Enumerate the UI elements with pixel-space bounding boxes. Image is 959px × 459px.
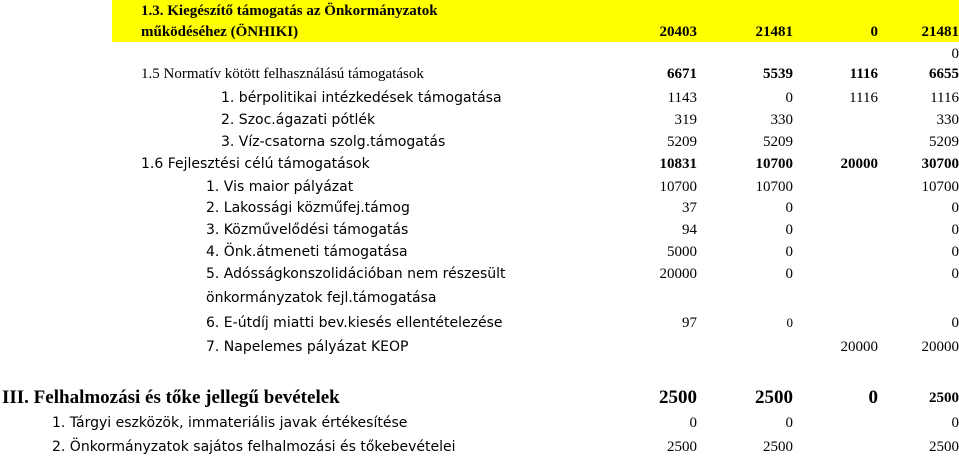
table-row	[0, 21, 959, 43]
cell-4: 0	[951, 266, 959, 282]
table-row	[0, 176, 959, 198]
cell-2: 5539	[763, 66, 793, 82]
table-row	[0, 63, 959, 85]
cell-4: 2500	[929, 390, 959, 406]
cell-3: 1116	[849, 66, 878, 82]
table-row	[0, 197, 959, 219]
cell-4: 0	[951, 222, 959, 238]
row-label: 1. Vis maior pályázat	[206, 179, 354, 195]
table-row	[0, 153, 959, 175]
section-III-row	[0, 385, 959, 411]
cell-4: 30700	[921, 156, 959, 172]
cell-2: 330	[770, 112, 793, 128]
row-label: 1.6 Fejlesztési célú támogatások	[141, 156, 370, 172]
cell-4: 10700	[921, 179, 959, 195]
cell-1: 0	[689, 415, 697, 431]
cell-2: 2500	[755, 387, 793, 408]
cell-2: 0	[785, 222, 793, 238]
table-row	[0, 87, 959, 109]
row-label: 5. Adósságkonszolidációban nem részesült	[206, 266, 506, 282]
cell-3: 20000	[840, 339, 878, 355]
cell-1: 319	[674, 112, 697, 128]
table-row	[0, 263, 959, 285]
cell-1: 1143	[667, 90, 697, 106]
cell-4: 0	[951, 200, 959, 216]
table-row	[0, 131, 959, 153]
extra-zero: 0	[951, 46, 959, 62]
cell-1: 94	[682, 222, 697, 238]
cell-2: 0	[785, 266, 793, 282]
table-row	[0, 219, 959, 241]
cell-3: 20000	[840, 156, 878, 172]
cell-2: 10700	[755, 179, 793, 195]
cell-2: 0	[785, 200, 793, 216]
cell-4: 1116	[930, 90, 959, 106]
row-label: 7. Napelemes pályázat KEOP	[206, 339, 409, 355]
row-label: 4. Önk.átmeneti támogatása	[206, 244, 408, 260]
cell-1: 20000	[659, 266, 697, 282]
cell-4: 0	[951, 415, 959, 431]
cell-2: 21481	[755, 24, 793, 40]
row-label: 1. bérpolitikai intézkedések támogatása	[221, 90, 502, 106]
row-label: 2. Lakossági közműfej.támog	[206, 200, 410, 216]
cell-1: 37	[682, 200, 697, 216]
cell-1: 5000	[667, 244, 697, 260]
cell-1: 2500	[667, 439, 697, 455]
section-III-label: III. Felhalmozási és tőke jellegű bevételek	[2, 387, 340, 408]
cell-4: 330	[936, 112, 959, 128]
cell-4: 21481	[921, 24, 959, 40]
cell-2: 10700	[755, 156, 793, 172]
row-label: 1.5 Normatív kötött felhasználású támogatások	[141, 66, 424, 82]
cell-2: 0	[785, 244, 793, 260]
table-row	[0, 312, 959, 334]
row-label: 6. E-útdíj miatti bev.kiesés ellentételezése	[206, 315, 503, 331]
cell-1: 6671	[667, 66, 697, 82]
row-label: 2. Szoc.ágazati pótlék	[221, 112, 376, 128]
cell-1: 20403	[659, 24, 697, 40]
cell-2: 0	[785, 90, 793, 106]
cell-4: 2500	[929, 439, 959, 455]
cell-2: 2500	[763, 439, 793, 455]
cell-1: 5209	[667, 134, 697, 150]
table-row	[0, 412, 959, 434]
section-1-3-title-line1: 1.3. Kiegészítő támogatás az Önkormányzatok	[141, 3, 438, 19]
cell-4: 6655	[929, 66, 959, 82]
row-label: 3. Közművelődési támogatás	[206, 222, 409, 238]
cell-1: 10700	[659, 179, 697, 195]
table-row	[0, 336, 959, 358]
cell-4: 20000	[921, 339, 959, 355]
cell-3: 0	[870, 24, 878, 40]
cell-4: 0	[951, 244, 959, 260]
table-row	[0, 287, 959, 309]
section-1-3-title-line2: működéséhez (ÖNHIKI)	[141, 24, 299, 40]
cell-4: 0	[951, 315, 959, 331]
cell-1: 2500	[659, 387, 697, 408]
cell-2: 0	[786, 315, 793, 330]
row-label: 1. Tárgyi eszközök, immateriális javak értékesítése	[52, 415, 408, 431]
cell-3: 1116	[849, 90, 878, 106]
cell-1: 10831	[659, 156, 697, 172]
row-label: 2. Önkormányzatok sajátos felhalmozási és tőkebevételei	[52, 439, 456, 455]
cell-1: 97	[682, 315, 697, 331]
row-label: 3. Víz-csatorna szolg.támogatás	[221, 134, 446, 150]
cell-4: 5209	[929, 134, 959, 150]
table-row	[0, 109, 959, 131]
table-row	[0, 241, 959, 263]
cell-2: 5209	[763, 134, 793, 150]
table-row	[0, 436, 959, 458]
row-label-continuation: önkormányzatok fejl.támogatása	[206, 290, 437, 306]
cell-2: 0	[785, 415, 793, 431]
cell-3: 0	[868, 387, 878, 408]
